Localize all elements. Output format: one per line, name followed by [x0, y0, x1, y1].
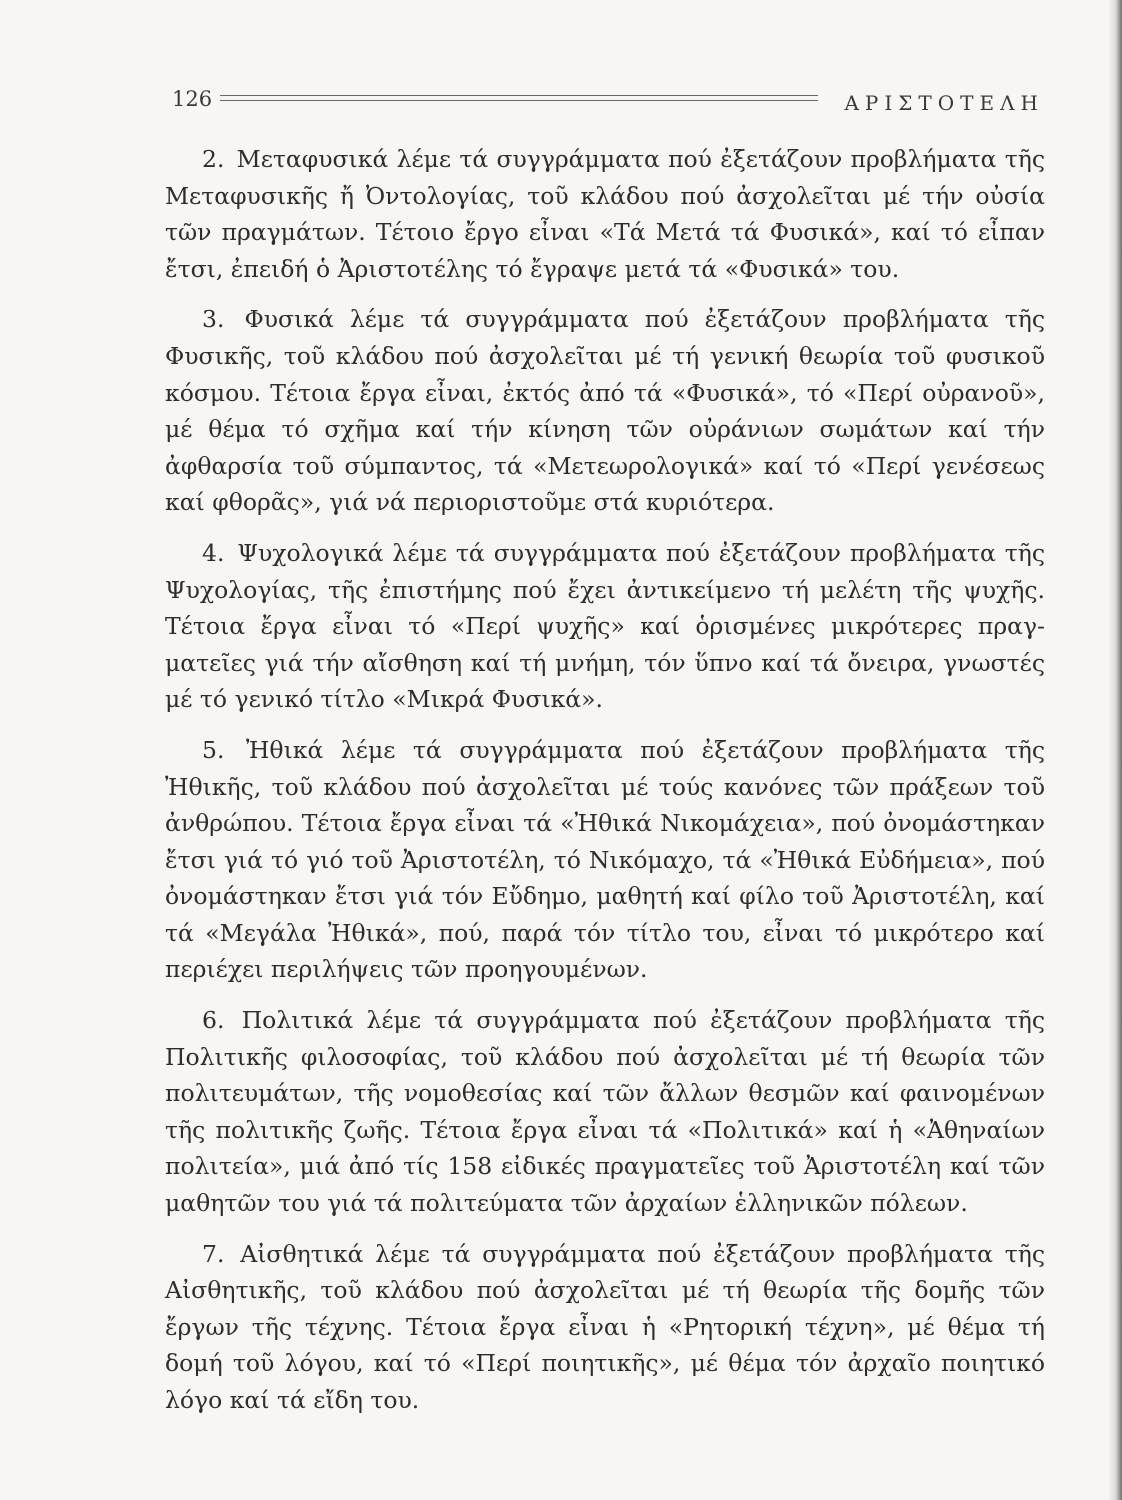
- body-text: [165, 141, 1045, 1433]
- paragraph-number: 2.: [202, 145, 225, 173]
- paragraph-4: [165, 535, 1045, 718]
- paragraph-6: [165, 1002, 1045, 1222]
- paragraph-text: Μεταφυσικά λέμε τά συγγράμματα πού ἐξετάζουν προβλήματα τῆς Μεταφυσικῆς ἤ Ὀντολογίας, τοῦ κλάδου πού ἀσχολεῖται μέ τήν οὐσία τῶν πραγμάτων. Τέτοιο ἔργο εἶναι «Τά Μετά τά Φυσικά», καί τό εἶπαν ἔτσι, ἐπειδή ὁ Ἀριστοτέλης τό ἔγραψε μετά τά «Φυσικά» του.: [165, 145, 1045, 283]
- paragraph-number: 6.: [202, 1006, 225, 1035]
- running-head: ΑΡΙΣΤΟΤΕΛΗ: [844, 91, 1044, 115]
- page-header: [172, 82, 1044, 116]
- paragraph-text: Πολιτικά λέμε τά συγγράμματα πού ἐξετάζουν προβλήματα τῆς Πολιτικῆς φιλοσοφίας, τοῦ κλάδου πού ἀσχολεῖται μέ τή θεωρία τῶν πολιτευμάτων, τῆς νομοθεσίας καί τῶν ἄλλων θεσμῶν καί φαινομένων τῆς πολιτικῆς ζωῆς. Τέτοια ἔργα εἶναι τά «Πολιτικά» καί ἡ «Ἀθηναίων πολιτεία», μιά ἀπό τίς 158 εἰδικές πραγματεῖες τοῦ Ἀριστοτέλη καί τῶν μαθητῶν του γιά τά πολιτεύματα τῶν ἀρχαίων ἑλληνικῶν πόλεων.: [165, 1006, 1045, 1218]
- paragraph-text: Ἠθικά λέμε τά συγγράμματα πού ἐξετάζουν προβλήματα τῆς Ἠθικῆς, τοῦ κλάδου πού ἀσχολεῖται μέ τούς κανόνες τῶν πράξεων τοῦ ἀνθρώπου. Τέτοια ἔργα εἶναι τά «Ἠθικά Νικομάχεια», πού ὀνομάστηκαν ἔτσι γιά τό γιό τοῦ Ἀριστοτέλη, τό Νικόμαχο, τά «Ἠθικά Εὐδήμεια», πού ὀνομάστηκαν ἔτσι γιά τόν Εὔδημο, μαθητή καί φίλο τοῦ Ἀριστοτέλη, καί τά «Μεγάλα Ἠθικά», πού, παρά τόν τίτλο του, εἶναι τό μικρότερο καί περιέχει περιλήψεις τῶν προηγουμένων.: [165, 735, 1045, 984]
- paragraph-2: [165, 141, 1045, 287]
- paragraph-3: [165, 301, 1045, 521]
- paragraph-text: Ψυχολογικά λέμε τά συγγράμματα πού ἐξετάζουν προβλήματα τῆς Ψυχολογίας, τῆς ἐπιστήμης πού ἔχει ἀντικείμενο τή μελέτη τῆς ψυχῆς. Τέτοια ἔργα εἶναι τό «Περί ψυχῆς» καί ὁρισμένες μικρότερες πραγματεῖες γιά τήν αἴσθηση καί τή μνήμη, τόν ὕπνο καί τά ὄνειρα, γνωστές μέ τό γενικό τίτλο «Μικρά Φυσικά».: [165, 538, 1045, 714]
- paragraph-text: Αἰσθητικά λέμε τά συγγράμματα πού ἐξετάζουν προβλήματα τῆς Αἰσθητικῆς, τοῦ κλάδου πού ἀσχολεῖται μέ τή θεωρία τῆς δομῆς τῶν ἔργων τῆς τέχνης. Τέτοια ἔργα εἶναι ἡ «Ρητορική τέχνη», μέ θέμα τή δομή τοῦ λόγου, καί τό «Περί ποιητικῆς», μέ θέμα τόν ἀρχαῖο ποιητικό λόγο καί τά εἴδη του.: [165, 1239, 1045, 1414]
- paragraph-number: 7.: [202, 1239, 225, 1268]
- paragraph-7: [165, 1236, 1045, 1419]
- paragraph-number: 3.: [202, 305, 225, 334]
- page-number: 126: [172, 87, 213, 111]
- header-double-rule: [220, 95, 818, 101]
- paragraph-text: Φυσικά λέμε τά συγγράμματα πού ἐξετάζουν προβλήματα τῆς Φυσικῆς, τοῦ κλάδου πού ἀσχολεῖται μέ τή γενική θεωρία τοῦ φυσικοῦ κόσμου. Τέτοια ἔργα εἶναι, ἐκτός ἀπό τά «Φυσικά», τό «Περί οὐρανοῦ», μέ θέμα τό σχῆμα καί τήν κίνηση τῶν οὐράνιων σωμάτων καί τήν ἀφθαρσία τοῦ σύμπαντος, τά «Μετεωρολογικά» καί τό «Περί γενέσεως καί φθορᾶς», γιά νά περιοριστοῦμε στά κυριότερα.: [165, 305, 1045, 517]
- paragraph-5: [165, 732, 1045, 988]
- page-edge-shadow: [1108, 0, 1122, 1500]
- paragraph-number: 5.: [202, 735, 225, 764]
- paragraph-number: 4.: [202, 538, 225, 567]
